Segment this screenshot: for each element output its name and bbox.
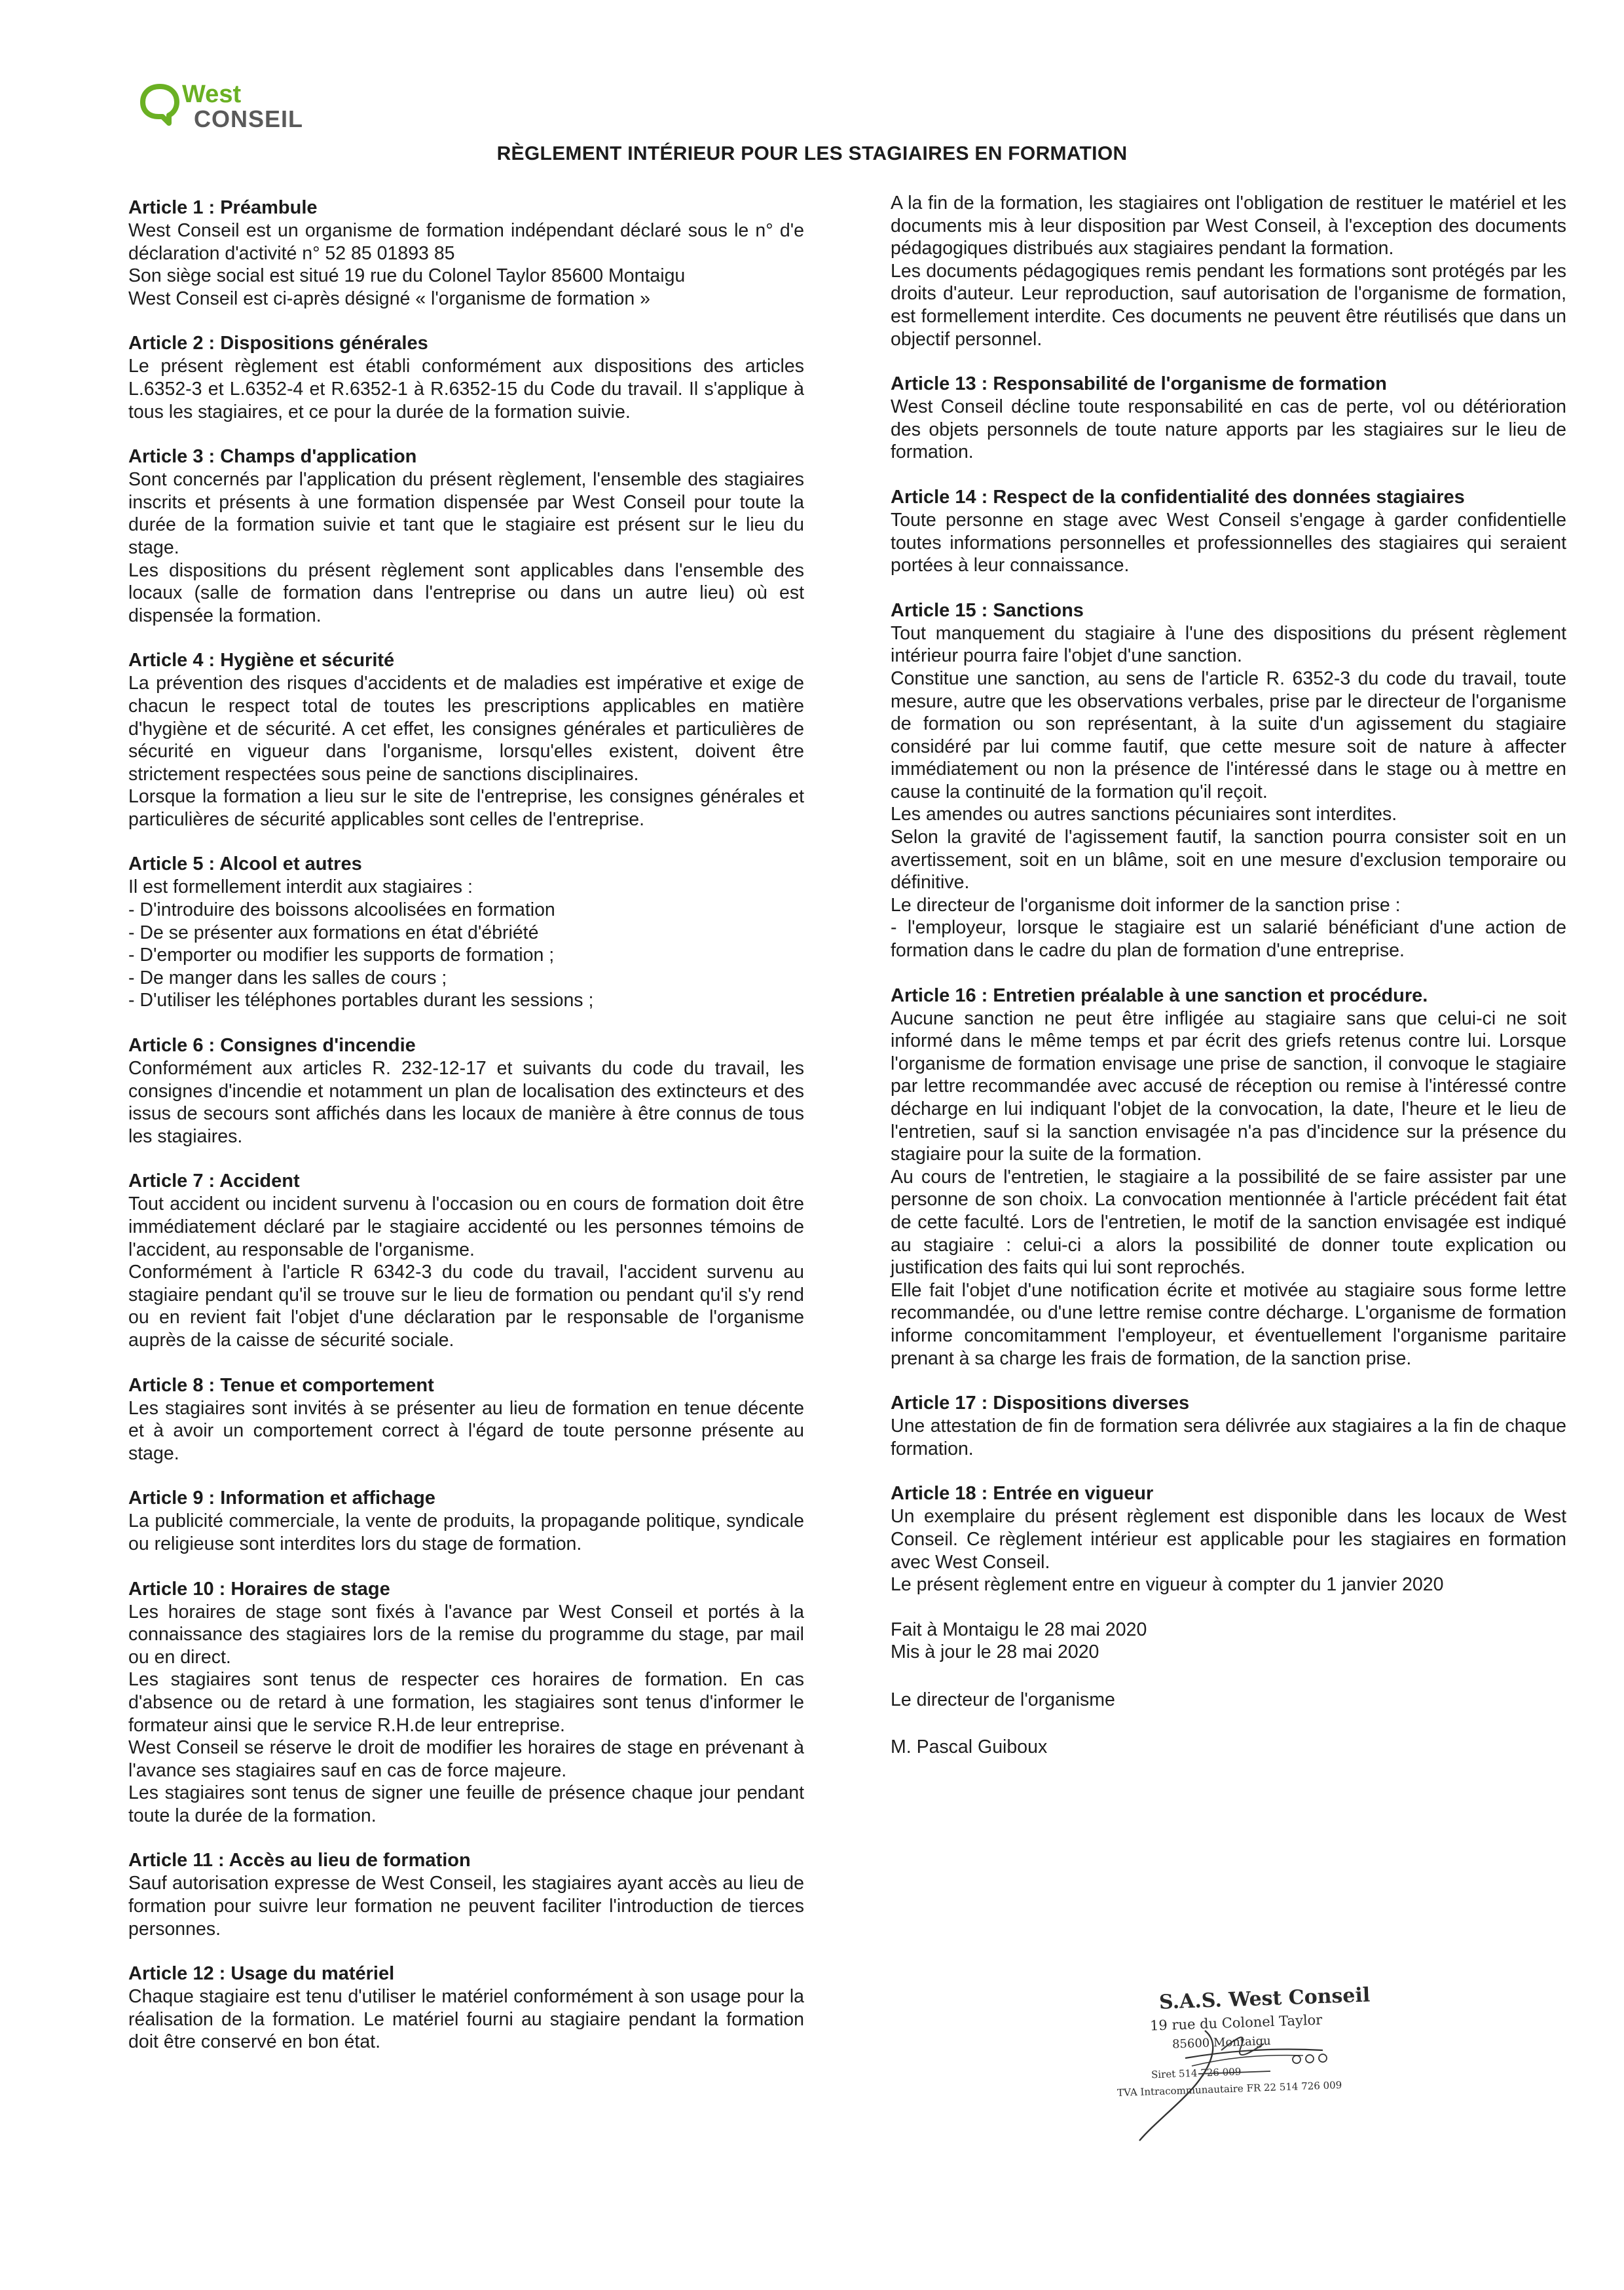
article-paragraph: Sont concernés par l'application du présent règlement, l'ensemble des stagiaires inscrits et présents à une formation dispensée par West Conseil pour toute la durée de la formation suivie et tant que le stagiaire est présent sur le lieu du stage. — [128, 469, 804, 558]
article-12-continued — [891, 192, 1566, 350]
list-item: - D'introduire des boissons alcoolisées en formation — [128, 899, 555, 921]
article-paragraph: Le directeur de l'organisme doit informer de la sanction prise : — [891, 894, 1401, 916]
article-paragraph: West Conseil décline toute responsabilité en cas de perte, vol ou détérioration des objets personnels de toute nature apports par les stagiaires sur le lieu de formation. — [891, 396, 1566, 463]
article-paragraph: Un exemplaire du présent règlement est disponible dans les locaux de West Conseil. Ce règlement intérieur est applicable pour les stagiaires en formation avec West Conseil. — [891, 1506, 1566, 1573]
article-paragraph: Constitue une sanction, au sens de l'article R. 6352-3 du code du travail, toute mesure, autre que les observations verbales, prise par le directeur de l'organisme de formation ou son représentant, à la suite d'un agissement du stagiaire considéré par lui comme fautif, que cette mesure soit de nature à affecter immédiatement ou non la présence de l'intéressé dans le stage ou à mettre en cause la continuité de la formation qu'il reçoit. — [891, 667, 1566, 802]
article-title: Article 9 : Information et affichage — [128, 1488, 435, 1509]
article-title: Article 12 : Usage du matériel — [128, 1963, 395, 1985]
article-paragraph: Les stagiaires sont tenus de signer une feuille de présence chaque jour pendant toute la durée de la formation. — [128, 1782, 804, 1826]
update-date: Mis à jour le 28 mai 2020 — [891, 1642, 1099, 1663]
signatory-title: Le directeur de l'organisme — [891, 1689, 1115, 1710]
stamp-tva: TVA Intracommunautaire FR 22 514 726 009 — [1116, 2079, 1342, 2099]
article-paragraph: La publicité commerciale, la vente de produits, la propagande politique, syndicale ou religieuse sont interdites lors du stage de formation. — [128, 1511, 804, 1554]
article-paragraph: West Conseil se réserve le droit de modifier les horaires de stage en prévenant à l'avance ses stagiaires sauf en cas de force majeure. — [128, 1737, 804, 1781]
article-10 — [128, 1578, 804, 1828]
speech-bubble-logo-icon — [139, 83, 181, 126]
article-paragraph: Sauf autorisation expresse de West Conseil, les stagiaires ayant accès au lieu de formation pour suivre leur formation ne peuvent faciliter l'introduction de tierces personnes. — [128, 1873, 804, 1940]
article-paragraph: Le présent règlement entre en vigueur à compter du 1 janvier 2020 — [891, 1574, 1444, 1596]
article-paragraph: Lorsque la formation a lieu sur le site de l'entreprise, les consignes générales et particulières de sécurité applicables sont celles de l'entreprise. — [128, 786, 804, 830]
article-title: Article 1 : Préambule — [128, 197, 318, 218]
signatory-name: M. Pascal Guiboux — [891, 1736, 1048, 1758]
article-7 — [128, 1170, 804, 1351]
logo-west-text: West — [182, 81, 242, 108]
closing-block — [891, 1619, 1566, 1759]
article-paragraph: Les dispositions du présent règlement sont applicables dans l'ensemble des locaux (salle de formation dans l'entreprise ou dans un autre lieu) où est dispensée la formation. — [128, 559, 804, 626]
article-paragraph: Les stagiaires sont invités à se présenter au lieu de formation en tenue décente et à avoir un comportement correct à l'égard de toute personne présente au stage. — [128, 1397, 804, 1464]
article-paragraph: Il est formellement interdit aux stagiaires : — [128, 876, 473, 898]
article-13 — [891, 373, 1566, 464]
article-title: Article 6 : Consignes d'incendie — [128, 1035, 416, 1057]
article-title: Article 8 : Tenue et comportement — [128, 1374, 434, 1396]
article-17 — [891, 1392, 1566, 1460]
article-6 — [128, 1034, 804, 1148]
article-paragraph: Tout manquement du stagiaire à l'une des dispositions du présent règlement intérieur pourra faire l'objet d'une sanction. — [891, 622, 1566, 667]
article-paragraph: Selon la gravité de l'agissement fautif, la sanction pourra consister soit en un avertissement, soit en un blâme, soit en une mesure d'exclusion temporaire ou définitive. — [891, 827, 1566, 893]
west-conseil-logo — [139, 77, 316, 136]
article-8 — [128, 1374, 804, 1465]
article-title: Article 3 : Champs d'application — [128, 446, 417, 468]
article-paragraph: Elle fait l'objet d'une notification écrite et motivée au stagiaire sous forme lettre recommandée, ou d'une lettre remise contre décharge. L'organisme de formation informe concomitamment l'employeur, et éventuellement l'organisme paritaire prenant à sa charge les frais de formation, de la sanction prise. — [891, 1279, 1566, 1369]
right-column — [891, 192, 1566, 1759]
article-3 — [128, 445, 804, 627]
article-9 — [128, 1487, 804, 1555]
article-title: Article 11 : Accès au lieu de formation — [128, 1850, 471, 1871]
list-item: - D'emporter ou modifier les supports de formation ; — [128, 945, 555, 966]
prohibition-list — [128, 899, 804, 1012]
article-paragraph: Tout accident ou incident survenu à l'occasion ou en cours de formation doit être immédiatement déclaré par le stagiaire accidenté ou les personnes témoins de l'accident, au responsable de l'organisme. — [128, 1193, 804, 1260]
list-item: - De manger dans les salles de cours ; — [128, 967, 447, 988]
article-paragraph: West Conseil est ci-après désigné « l'organisme de formation » — [128, 288, 650, 309]
stamp-address: 19 rue du Colonel Taylor — [1149, 2012, 1323, 2034]
article-title: Article 15 : Sanctions — [891, 599, 1084, 621]
article-15 — [891, 599, 1566, 962]
article-title: Article 5 : Alcool et autres — [128, 854, 362, 875]
article-title: Article 17 : Dispositions diverses — [891, 1393, 1190, 1414]
article-5 — [128, 853, 804, 1012]
list-item: - D'utiliser les téléphones portables durant les sessions ; — [128, 990, 594, 1011]
article-title: Article 18 : Entrée en vigueur — [891, 1483, 1154, 1505]
place-date: Fait à Montaigu le 28 mai 2020 — [891, 1619, 1147, 1640]
article-paragraph: Les horaires de stage sont fixés à l'avance par West Conseil et portés à la connaissance des stagiaires lors de la remise du programme du stage, par mail ou en direct. — [128, 1601, 804, 1668]
stamp-siret: Siret 514 726 009 — [1151, 2065, 1242, 2081]
article-title: Article 14 : Respect de la confidentialité des données stagiaires — [891, 486, 1465, 508]
article-paragraph: Les amendes ou autres sanctions pécuniaires sont interdites. — [891, 804, 1397, 825]
article-title: Article 10 : Horaires de stage — [128, 1578, 390, 1600]
article-paragraph: - l'employeur, lorsque le stagiaire est un salarié bénéficiant d'une action de formation dans le cadre du plan de formation d'une entreprise. — [891, 917, 1566, 962]
left-column — [128, 197, 804, 2076]
stamp-company: S.A.S. West Conseil — [1158, 1983, 1371, 2014]
article-paragraph: Le présent règlement est établi conformément aux dispositions des articles L.6352-3 et L.6352-4 et R.6352-1 à R.6352-15 du Code du travail. Il s'applique à tous les stagiaires, et ce pour la durée de la formation suivie. — [128, 356, 804, 422]
article-paragraph: Une attestation de fin de formation sera délivrée aux stagiaires a la fin de chaque formation. — [891, 1416, 1566, 1459]
company-stamp-signature — [1107, 1985, 1408, 2155]
article-14 — [891, 486, 1566, 577]
article-paragraph: Les documents pédagogiques remis pendant les formations sont protégés par les droits d'auteur. Leur reproduction, sauf autorisation de l'organisme de formation, est formellement interdite. Ces documents ne peuvent être réutilisés que dans un objectif personnel. — [891, 260, 1566, 350]
article-paragraph: La prévention des risques d'accidents et de maladies est impérative et exige de chacun le respect total de toutes les prescriptions applicables en matière d'hygiène et de sécurité. A cet effet, les consignes générales et particulières de sécurité en vigueur dans l'organisme, lorsqu'elles existent, doivent être strictement respectées sous peine de sanctions disciplinaires. — [128, 673, 804, 785]
article-paragraph: Conformément à l'article R 6342-3 du code du travail, l'accident survenu au stagiaire pendant qu'il se trouve sur le lieu de formation ou pendant qu'il s'y rend ou en revient fait l'objet d'une déclaration par le responsable de l'organisme auprès de la caisse de sécurité sociale. — [128, 1262, 804, 1351]
article-1 — [128, 197, 804, 310]
article-paragraph: Son siège social est situé 19 rue du Colonel Taylor 85600 Montaigu — [128, 265, 686, 287]
article-paragraph: Conformément aux articles R. 232-12-17 et suivants du code du travail, les consignes d'incendie et notamment un plan de localisation des extincteurs et des issus de secours sont affichés dans les locaux de manière à être connus de tous les stagiaires. — [128, 1058, 804, 1147]
article-paragraph: Au cours de l'entretien, le stagiaire a la possibilité de se faire assister par une personne de son choix. La convocation mentionnée à l'article précédent fait état de cette faculté. Lors de l'entretien, le motif de la sanction envisagée est indiqué au stagiaire : celui-ci a alors la possibilité de donner toute explication ou justification des faits qui lui sont reprochés. — [891, 1166, 1566, 1279]
article-paragraph: Chaque stagiaire est tenu d'utiliser le matériel conformément à son usage pour la réalisation de la formation. Le matériel fourni au stagiaire pendant la formation doit être conservé en bon état. — [128, 1986, 804, 2053]
article-title: Article 4 : Hygiène et sécurité — [128, 650, 395, 671]
handwritten-signature — [1107, 1985, 1408, 2155]
article-title: Article 16 : Entretien préalable à une sanction et procédure. — [891, 985, 1428, 1006]
article-title: Article 7 : Accident — [128, 1171, 300, 1192]
article-paragraph: A la fin de la formation, les stagiaires ont l'obligation de restituer le matériel et les documents mis à leur disposition par West Conseil, à l'exception des documents pédagogiques distribués aux stagiaires pendant la formation. — [891, 193, 1566, 259]
stamp-city: 85600 Montaigu — [1172, 2034, 1272, 2052]
article-paragraph: Aucune sanction ne peut être infligée au stagiaire sans que celui-ci ne soit informé dans le même temps et par écrit des griefs retenus contre lui. Lorsque l'organisme de formation envisage une prise de sanction, il convoque le stagiaire par lettre recommandée avec accusé de réception ou remise à l'intéressé contre décharge en lui indiquant l'objet de la convocation, la date, l'heure et le lieu de l'entretien, sauf si la sanction envisagée n'a pas d'incidence sur la présence du stagiaire pour la suite de la formation. — [891, 1007, 1566, 1165]
article-paragraph: Les stagiaires sont tenus de respecter ces horaires de formation. En cas d'absence ou de retard à une formation, les stagiaires sont tenus d'informer le formateur ainsi que le service R.H.de leur entreprise. — [128, 1669, 804, 1736]
article-11 — [128, 1849, 804, 1940]
article-title: Article 2 : Dispositions générales — [128, 333, 428, 354]
article-title: Article 13 : Responsabilité de l'organisme de formation — [891, 373, 1387, 395]
article-4 — [128, 649, 804, 831]
article-12 — [128, 1962, 804, 2054]
article-paragraph: West Conseil est un organisme de formation indépendant déclaré sous le n° d'e déclaration d'activité n° 52 85 01893 85 — [128, 220, 804, 264]
article-16 — [891, 985, 1566, 1370]
article-18 — [891, 1482, 1566, 1596]
list-item: - De se présenter aux formations en état d'ébriété — [128, 922, 539, 943]
document-title: RÈGLEMENT INTÉRIEUR POUR LES STAGIAIRES EN FORMATION — [496, 143, 1128, 164]
article-paragraph: Toute personne en stage avec West Conseil s'engage à garder confidentielle toutes informations personnelles et professionnelles des stagiaires qui seraient portées à leur connaissance. — [891, 509, 1566, 576]
article-2 — [128, 332, 804, 423]
logo-conseil-text: CONSEIL — [194, 105, 304, 132]
